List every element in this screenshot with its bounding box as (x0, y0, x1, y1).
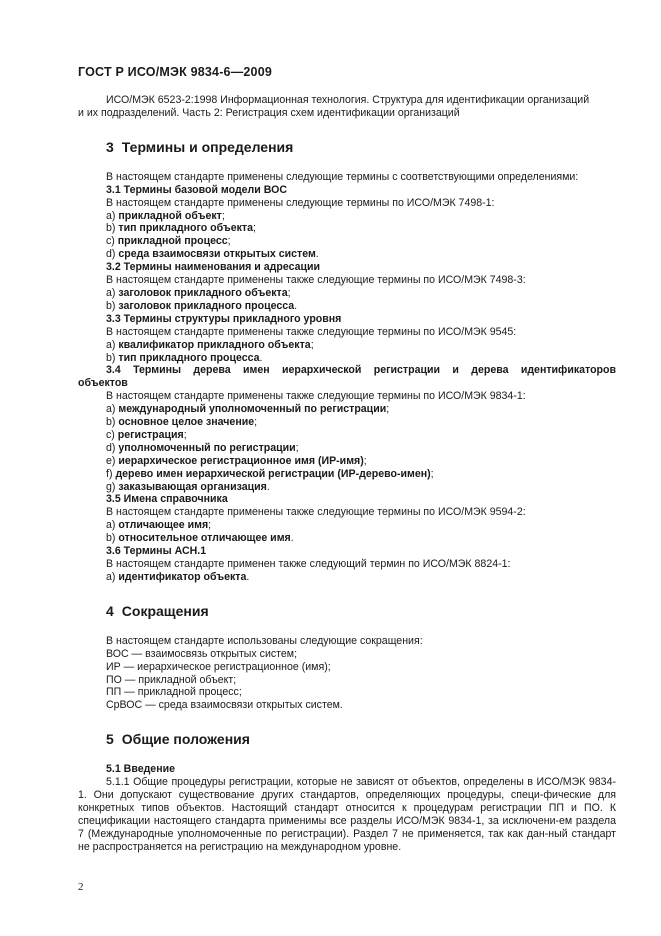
subsection-3-3-intro: В настоящем стандарте применены также следующие термины по ИСО/МЭК 9545: (106, 325, 517, 338)
term-punct: ; (221, 209, 225, 222)
abbreviation-item: ПП — прикладной процесс; (106, 686, 242, 699)
term-name: международный уполномоченный по регистрации (118, 403, 387, 416)
term-item (78, 352, 616, 365)
term-item (78, 248, 616, 261)
term-name: относительное отличающее имя (118, 532, 291, 545)
terms-list (78, 287, 616, 313)
subsection-5-1-title: 5.1 Введение (106, 763, 176, 776)
terms-list (78, 403, 616, 493)
term-marker: a) (106, 519, 116, 532)
term-punct: . (266, 480, 270, 493)
subsection-3-5-title: 3.5 Имена справочника (106, 493, 228, 506)
term-punct: ; (208, 519, 212, 532)
abbreviation-item: ИР — иерархическое регистрационное (имя); (106, 660, 331, 673)
term-punct: ; (253, 222, 256, 235)
term-punct: ; (254, 416, 258, 429)
reference-line-2: и их подразделений. Часть 2: Регистрация схем идентификации организаций (78, 106, 460, 119)
term-marker: a) (106, 209, 116, 222)
abbreviation-item: ПО — прикладной объект; (106, 673, 237, 686)
subsection-3-6-title: 3.6 Термины АСН.1 (106, 545, 207, 558)
term-marker: e) (106, 454, 116, 467)
term-name: уполномоченный по регистрации (118, 441, 296, 454)
term-item (78, 481, 616, 494)
section-5-heading: 5 Общие положения (106, 731, 250, 748)
term-marker: a) (106, 286, 116, 299)
term-item (78, 519, 616, 532)
term-punct: ; (386, 403, 390, 416)
subsection-3-4-intro: В настоящем стандарте применены также следующие термины по ИСО/МЭК 9834-1: (106, 390, 526, 403)
document-header: ГОСТ Р ИСО/МЭК 9834-6—2009 (78, 65, 273, 79)
term-marker: c) (106, 235, 115, 248)
term-name: квалификатор прикладного объекта (118, 338, 311, 351)
term-name: среда взаимосвязи открытых систем (118, 248, 316, 261)
term-name: тип прикладного процесса (118, 351, 260, 364)
term-item (78, 442, 616, 455)
term-name: заголовок прикладного процесса (118, 299, 295, 312)
subsection-3-1-title: 3.1 Термины базовой модели ВОС (106, 183, 288, 196)
subsection-3-6-intro: В настоящем стандарте применен также следующий термин по ИСО/МЭК 8824-1: (106, 558, 511, 570)
subsection-3-2-title: 3.2 Термины наименования и адресации (106, 261, 321, 274)
term-marker: b) (106, 532, 116, 545)
term-marker: c) (106, 428, 115, 441)
term-punct: . (246, 570, 250, 583)
term-punct: . (259, 351, 263, 364)
term-item (78, 235, 616, 248)
term-punct: . (315, 248, 319, 261)
term-name: идентификатор объекта (118, 570, 247, 583)
page-number: 2 (78, 881, 84, 893)
term-name: регистрация (117, 428, 184, 441)
subsection-3-2-intro: В настоящем стандарте применены также следующие термины по ИСО/МЭК 7498-3: (106, 274, 526, 287)
term-item (78, 468, 616, 481)
term-punct: ; (363, 454, 367, 467)
term-marker: b) (106, 351, 116, 364)
term-marker: d) (106, 441, 116, 454)
terms-list (78, 210, 616, 262)
term-punct: . (290, 532, 294, 545)
section-3-intro: В настоящем стандарте применены следующие термины с соответствующими определениями: (106, 170, 579, 183)
section-4-intro: В настоящем стандарте использованы следующие сокращения: (106, 634, 423, 647)
terms-list (78, 339, 616, 365)
term-name: прикладной процесс (117, 235, 228, 248)
section-4-heading: 4 Сокращения (106, 602, 209, 619)
subsection-3-3-title: 3.3 Термины структуры прикладного уровня (106, 312, 342, 325)
term-name: прикладной объект (118, 209, 222, 222)
term-punct: ; (310, 338, 314, 351)
term-name: дерево имен иерархической регистрации (ИР-дерево-имен) (115, 467, 431, 480)
term-item (78, 571, 616, 584)
term-marker: f) (106, 467, 113, 480)
term-item (78, 455, 616, 468)
term-name: иерархическое регистрационное имя (ИР-имя) (118, 454, 364, 467)
abbreviation-item: ВОС — взаимосвязь открытых систем; (106, 647, 298, 660)
subsection-3-4-title: 3.4 Термины дерева имен иерархической регистрации и дерева идентификаторов (106, 364, 616, 377)
term-item (78, 287, 616, 300)
term-punct: ; (295, 441, 299, 454)
term-marker: b) (106, 222, 116, 235)
term-marker: b) (106, 416, 116, 429)
subsection-3-4-title-cont: объектов (78, 377, 128, 390)
term-name: основное целое значение (118, 416, 255, 429)
terms-list (78, 519, 616, 545)
term-name: заголовок прикладного объекта (118, 286, 288, 299)
paragraph-5-1-1: 5.1.1 Общие процедуры регистрации, которые не зависят от объектов, определены в ИСО/МЭК 9834-1. Они допускают существование других стандартов, определяющих процедуры, специ-фические для конкретных типов объектов. Настоящий стандарт относится к процедурам регистрации ПП и ПО. К спецификации настоящего стандарта применимы все разделы ИСО/МЭК 9834-1, за исключени-ем раздела 7 (Международные уполномоченные по регистрации). Раздел 7 не применяется, так как дан-ный стандарт не распространяется на регистрацию на международном уровне. (78, 776, 616, 853)
term-name: заказывающая организация (118, 480, 267, 493)
term-marker: d) (106, 248, 116, 261)
term-item (78, 429, 616, 442)
term-punct: ; (287, 286, 291, 299)
term-marker: g) (106, 480, 116, 493)
term-item (78, 532, 616, 545)
term-punct: . (294, 299, 298, 312)
term-item (78, 416, 616, 429)
term-item (78, 300, 616, 313)
term-item (78, 403, 616, 416)
term-item (78, 210, 616, 223)
subsection-3-5-intro: В настоящем стандарте применены также следующие термины по ИСО/МЭК 9594-2: (106, 506, 526, 519)
terms-list (78, 571, 616, 584)
abbreviation-item: СрВОС — среда взаимосвязи открытых систем. (106, 699, 343, 712)
section-3-heading: 3 Термины и определения (106, 138, 294, 155)
term-marker: a) (106, 570, 116, 583)
term-marker: a) (106, 338, 116, 351)
document-body (78, 94, 616, 854)
subsection-3-1-intro: В настоящем стандарте применены следующие термины по ИСО/МЭК 7498-1: (106, 196, 495, 209)
term-punct: ; (430, 467, 434, 480)
reference-line-1: ИСО/МЭК 6523-2:1998 Информационная технология. Структура для идентификации организаций (106, 94, 590, 106)
term-punct: ; (183, 428, 187, 441)
term-punct: ; (227, 235, 231, 248)
term-name: тип прикладного объекта (118, 222, 254, 235)
term-name: отличающее имя (118, 519, 209, 532)
term-item (78, 339, 616, 352)
term-marker: b) (106, 299, 116, 312)
term-item (78, 222, 616, 235)
term-marker: a) (106, 403, 116, 416)
